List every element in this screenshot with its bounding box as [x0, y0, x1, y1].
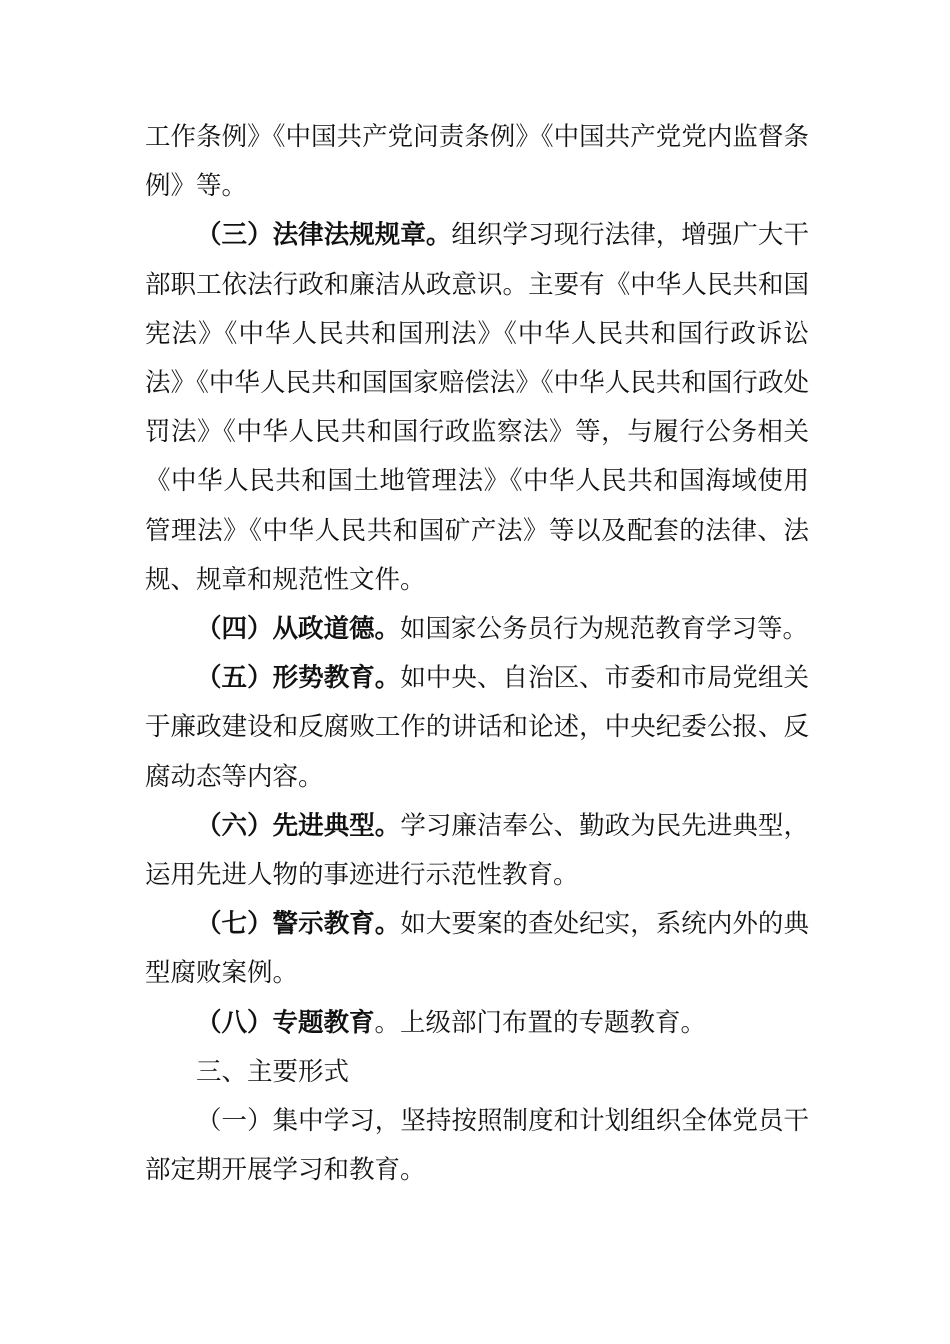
- section-body-models: 学习廉洁奉公、勤政为民先进典型，运用先进人物的事迹进行示范性教育。: [145, 810, 809, 891]
- section-body-laws: 组织学习现行法律，增强广大干部职工依法行政和廉洁从政意识。主要有《中华人民共和国宪法》《中华人民共和国刑法》《中华人民共和国行政诉讼法》《中华人民共和国国家赔偿法》《中华人民共和国行政处罚法》《中华人民共和国行政监察法》等，与履行公务相关《中华人民共和国土地管理法》《中华人民共和国海域使用管理法》《中华人民共和国矿产法》等以及配套的法律、法规、规章和规范性文件。: [145, 220, 809, 595]
- paragraph-centralized-study: （一）集中学习，坚持按照制度和计划组织全体党员干部定期开展学习和教育。: [145, 1106, 809, 1186]
- paragraph-models: [145, 802, 809, 900]
- paragraph-situation: [145, 654, 809, 802]
- section-body-warning: 如大要案的查处纪实，系统内外的典型腐败案例。: [145, 909, 809, 989]
- section-title-special: （八）专题教育: [196, 1007, 375, 1038]
- section-title-models: （六）先进典型。: [196, 810, 401, 841]
- paragraph-warning: [145, 900, 809, 998]
- section-title-situation: （五）形势教育。: [196, 663, 401, 694]
- paragraph-continuation: 工作条例》《中国共产党问责条例》《中国共产党党内监督条例》等。: [145, 122, 809, 202]
- section-body-situation: 如中央、自治区、市委和市局党组关于廉政建设和反腐败工作的讲话和论述，中央纪委公报、反腐动态等内容。: [145, 663, 809, 792]
- paragraph-laws: [145, 211, 809, 605]
- paragraph-special: [145, 999, 809, 1048]
- section-title-ethics: （四）从政道德。: [196, 614, 401, 645]
- section-body-special: 。上级部门布置的专题教育。: [374, 1007, 707, 1038]
- paragraph-ethics: [145, 605, 809, 654]
- section-title-warning: （七）警示教育。: [196, 909, 401, 940]
- heading-main-forms: 三、主要形式: [196, 1056, 350, 1087]
- section-title-laws: （三）法律法规规章。: [196, 220, 452, 251]
- document-body: [145, 113, 809, 1195]
- section-body-ethics: 如国家公务员行为规范教育学习等。: [400, 614, 809, 645]
